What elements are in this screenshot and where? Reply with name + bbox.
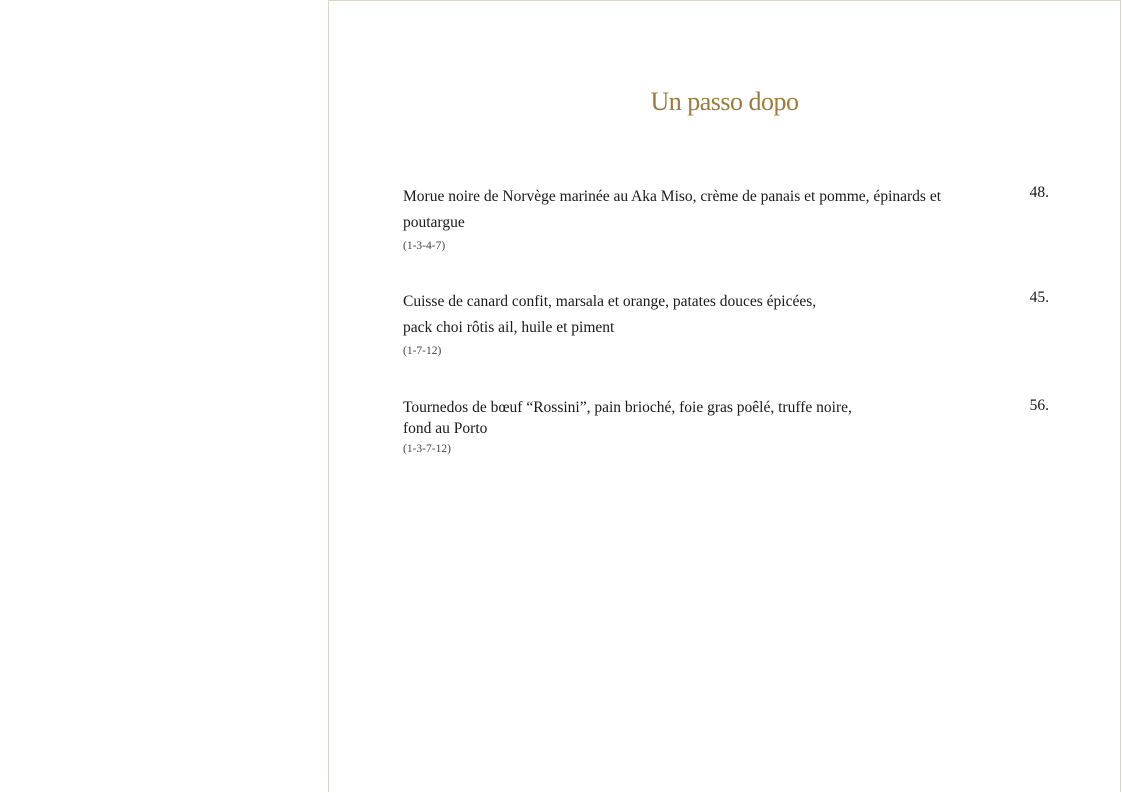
dish-description-line: pack choi rôtis ail, huile et piment (403, 319, 615, 336)
dish-price: 48. (1029, 184, 1049, 201)
dish-description-line: Cuisse de canard confit, marsala et orange, patates douces épicées, (403, 293, 817, 310)
dish-description (403, 289, 983, 341)
menu-item (403, 397, 1049, 455)
dish-description-line: Tournedos de bœuf “Rossini”, pain brioché, foie gras poêlé, truffe noire, (403, 399, 852, 416)
dish-price: 45. (1029, 289, 1049, 306)
dish-description-line: fond au Porto (403, 420, 488, 437)
dish-allergens: (1-3-4-7) (403, 240, 446, 252)
menu-page (328, 0, 1121, 792)
dish-description-line: poutargue (403, 214, 465, 231)
dish-description-line: Morue noire de Norvège marinée au Aka Miso, crème de panais et pomme, épinards et (403, 188, 942, 205)
dish-description (403, 184, 983, 236)
dish-allergens: (1-7-12) (403, 345, 442, 357)
dish-allergens: (1-3-7-12) (403, 443, 451, 455)
menu-item (403, 289, 1049, 357)
page-title: Un passo dopo (650, 87, 799, 116)
dish-description (403, 397, 983, 439)
menu-item (403, 184, 1049, 252)
dish-price: 56. (1029, 397, 1049, 414)
